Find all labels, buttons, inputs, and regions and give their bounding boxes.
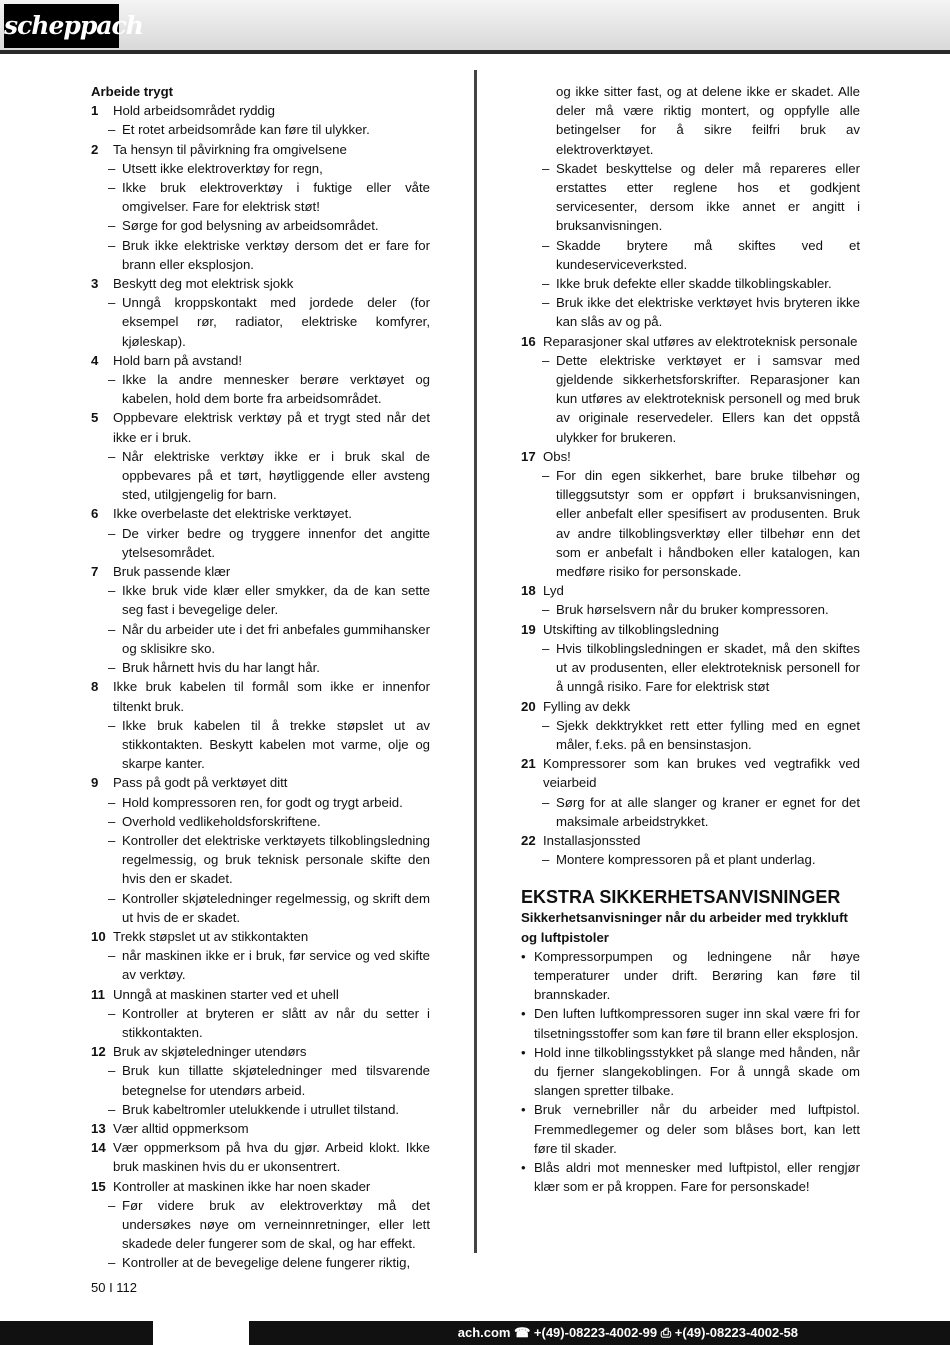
section-subtitle: Sikkerhetsanvisninger når du arbeider med trykkluft og luftpistoler: [521, 910, 848, 945]
page-number: 50 I 112: [91, 1280, 138, 1295]
numbered-item: [521, 447, 860, 466]
item-number: 16: [521, 333, 536, 349]
item-number: 5: [91, 410, 99, 426]
sub-item-text: Dette elektriske verktøyet er i samsvar med gjeldende sikkerhetsforskrifter. Reparasjoner kan kun utføres av elektroteknisk personell og med bruk av originale reservedeler. Ellers kan det oppstå ulykker for brukeren.: [556, 352, 860, 445]
item-number: 2: [91, 141, 99, 157]
sub-item-text: Ikke bruk elektroverktøy i fuktige eller våte omgivelser. Fare for elektrisk støt!: [122, 180, 430, 215]
sub-item: [91, 293, 430, 351]
page-header: [0, 0, 950, 54]
item-number: 9: [91, 775, 99, 791]
footer-white-block: [153, 1321, 249, 1345]
sub-item: [91, 793, 430, 812]
dash-marker: –: [108, 218, 116, 234]
item-text: Pass på godt på verktøyet ditt: [113, 775, 288, 791]
sub-item: [521, 293, 860, 331]
sub-item: [91, 1100, 430, 1119]
numbered-item: [91, 773, 430, 792]
item-text: Obs!: [543, 448, 571, 464]
sub-item: [521, 850, 860, 869]
numbered-item: [91, 351, 430, 370]
sub-item: [91, 812, 430, 831]
bullet-marker: •: [521, 1006, 526, 1022]
sub-item-text: Før videre bruk av elektroverktøy må det undersøkes nøye om verneinnretninger, eller lett skadede deler fungerer som de skal, og har effekt.: [122, 1197, 430, 1252]
item-number: 17: [521, 448, 536, 464]
item-text: Ikke bruk kabelen til formål som ikke er innenfor tiltenkt bruk.: [113, 679, 430, 714]
item-number: 19: [521, 621, 536, 637]
sub-item: [91, 658, 430, 677]
sub-item-text: Unngå kroppskontakt med jordede deler (for eksempel rør, radiator, elektriske komfyrer, kjøleskap).: [122, 295, 430, 349]
item-15-continuation-list: [521, 159, 860, 332]
sub-item: [521, 236, 860, 274]
sub-item-text: Utsett ikke elektroverktøy for regn,: [122, 160, 323, 176]
dash-marker: –: [108, 1101, 116, 1117]
bullet-marker: •: [521, 1159, 526, 1175]
sub-item: [91, 178, 430, 216]
item-text: Fylling av dekk: [543, 698, 631, 714]
sub-item: [91, 159, 430, 178]
sub-item-text: Overhold vedlikeholdsforskriftene.: [122, 813, 321, 829]
sub-item-text: Bruk ikke det elektriske verktøyet hvis bryteren ikke kan slås av og på.: [556, 295, 860, 330]
sub-item-text: Montere kompressoren på et plant underlag.: [556, 852, 816, 868]
dash-marker: –: [108, 832, 116, 848]
dash-marker: –: [108, 1197, 116, 1213]
item-number: 22: [521, 832, 536, 848]
dash-marker: –: [108, 621, 116, 637]
bullet-text: Bruk vernebriller når du arbeider med luftpistol. Fremmedlegemer og deler som blåses bort, kan lett føre til skader.: [534, 1102, 860, 1156]
numbered-item: [91, 140, 430, 159]
footer-contact: ach.com ☎ +(49)-08223-4002-99 ⎙ +(49)-08223-4002-58: [457, 1325, 798, 1340]
dash-marker: –: [542, 237, 550, 253]
sub-item: [91, 216, 430, 235]
sub-item-text: Kontroller at bryteren er slått av når du setter i stikkontakten.: [122, 1005, 430, 1040]
numbered-item: [91, 1138, 430, 1176]
sub-item: [91, 581, 430, 619]
dash-marker: –: [108, 180, 116, 196]
dash-marker: –: [542, 602, 550, 618]
sub-item-text: Et rotet arbeidsområde kan føre til ulykker.: [122, 122, 370, 138]
sub-item: [521, 600, 860, 619]
item-number: 13: [91, 1120, 106, 1136]
numbered-item: [91, 1042, 430, 1061]
item-text: Bruk passende klær: [113, 564, 231, 580]
sub-item: [91, 120, 430, 139]
item-text: Trekk støpslet ut av stikkontakten: [113, 928, 309, 944]
section-title: EKSTRA SIKKERHETSANVISNINGER: [521, 887, 841, 908]
item-text: Beskytt deg mot elektrisk sjokk: [113, 276, 294, 292]
numbered-item: [91, 1177, 430, 1196]
item-number: 18: [521, 583, 536, 599]
sub-item: [521, 466, 860, 581]
item-text: Reparasjoner skal utføres av elektroteknisk personale: [543, 333, 858, 349]
dash-marker: –: [542, 160, 550, 176]
sub-item-text: når maskinen ikke er i bruk, før service og ved skifte av verktøy.: [122, 948, 430, 983]
dash-marker: –: [542, 852, 550, 868]
bullet-marker: •: [521, 948, 526, 964]
dash-marker: –: [108, 948, 116, 964]
dash-marker: –: [108, 813, 116, 829]
dash-marker: –: [542, 640, 550, 656]
sub-item: [91, 524, 430, 562]
dash-marker: –: [542, 717, 550, 733]
bullet-list: [521, 947, 860, 1197]
sub-item: [91, 620, 430, 658]
item-number: 15: [91, 1178, 106, 1194]
sub-item-text: Sjekk dekktrykket rett etter fylling med en egnet måler, f.eks. på en bensinstasjon.: [556, 717, 860, 752]
dash-marker: –: [108, 295, 116, 311]
bullet-item: [521, 1100, 860, 1158]
dash-marker: –: [108, 717, 116, 733]
item-text: Vær alltid oppmerksom: [113, 1120, 249, 1136]
dash-marker: –: [108, 794, 116, 810]
item-text: Utskifting av tilkoblingsledning: [543, 621, 719, 637]
numbered-item: [91, 562, 430, 581]
numbered-item: [91, 408, 430, 446]
sub-item: [91, 1196, 430, 1254]
bullet-text: Blås aldri mot mennesker med luftpistol, eller rengjør klær som er på kroppen. Fare for personskade!: [534, 1159, 860, 1195]
dash-marker: –: [108, 660, 116, 676]
sub-item-text: Ikke bruk vide klær eller smykker, da de kan sette seg fast i bevegelige deler.: [122, 583, 430, 618]
item-text: Kompressorer som kan brukes ved vegtrafikk ved veiarbeid: [543, 756, 860, 791]
item-text: Hold barn på avstand!: [113, 352, 243, 368]
dash-marker: –: [108, 448, 116, 464]
sub-item: [521, 159, 860, 236]
dash-marker: –: [542, 276, 550, 292]
dash-marker: –: [108, 1063, 116, 1079]
numbered-item: [521, 697, 860, 716]
sub-item-text: Skadde brytere må skiftes ved et kundeserviceverksted.: [556, 237, 860, 272]
sub-item-text: Ikke la andre mennesker berøre verktøyet og kabelen, hold dem borte fra arbeidsområdet.: [122, 372, 430, 407]
numbered-item: [521, 581, 860, 600]
dash-marker: –: [108, 122, 116, 138]
right-item-list: [521, 332, 860, 870]
sub-item: [91, 447, 430, 505]
sub-item-text: Sørg for at alle slanger og kraner er egnet for det maksimale arbeidstrykket.: [556, 794, 860, 829]
sub-item: [521, 351, 860, 447]
bullet-item: [521, 1004, 860, 1042]
sub-item: [521, 639, 860, 697]
numbered-item: [91, 1119, 430, 1138]
continuation-text: og ikke sitter fast, og at delene ikke er skadet. Alle deler må være riktig montert, og oppfylle alle betingelser for å sikre feilfri bruk av elektroverktøyet.: [556, 84, 860, 157]
sub-item-text: Hvis tilkoblingsledningen er skadet, må den skiftes ut av produsenten, eller elektroteknisk personell for å unngå risiko. Fare for elektrisk støt: [556, 640, 860, 695]
sub-item-text: Sørge for god belysning av arbeidsområdet.: [122, 218, 379, 234]
numbered-item: [521, 831, 860, 850]
right-column: [521, 82, 860, 1196]
item-number: 7: [91, 564, 99, 580]
numbered-item: [91, 985, 430, 1004]
item-text: Ikke overbelaste det elektriske verktøyet.: [113, 506, 352, 522]
sub-item-text: Når du arbeider ute i det fri anbefales gummihansker og sklisikre sko.: [122, 621, 430, 656]
bullet-text: Den luften luftkompressoren suger inn skal være fri for tilsetningsstoffer som kan føre til brann eller eksplosjon.: [534, 1006, 860, 1041]
item-number: 11: [91, 986, 105, 1002]
dash-marker: –: [542, 468, 550, 484]
sub-item-text: Ikke bruk defekte eller skadde tilkoblingskabler.: [556, 276, 832, 292]
left-item-list: [91, 101, 430, 1272]
item-number: 21: [521, 756, 536, 772]
numbered-item: [91, 504, 430, 523]
item-text: Hold arbeidsområdet ryddig: [113, 103, 275, 119]
numbered-item: [91, 927, 430, 946]
sub-item-text: Ikke bruk kabelen til å trekke støpslet ut av stikkontakten. Beskytt kabelen mot varme, olje og skarpe kanter.: [122, 717, 430, 772]
sub-item: [521, 274, 860, 293]
dash-marker: –: [108, 1255, 116, 1271]
sub-item: [91, 946, 430, 984]
bullet-item: [521, 1158, 860, 1196]
sub-item-text: Når elektriske verktøy ikke er i bruk skal de oppbevares på et tørt, høytliggende eller avsteng sted, utilgjengelig for barn.: [122, 448, 430, 503]
dash-marker: –: [108, 1005, 116, 1021]
sub-item-text: Kontroller at de bevegelige delene fungerer riktig,: [122, 1255, 411, 1271]
bullet-item: [521, 1043, 860, 1101]
sub-item-text: De virker bedre og tryggere innenfor det angitte ytelsesområdet.: [122, 525, 430, 560]
item-text: Lyd: [543, 583, 564, 599]
sub-item: [91, 831, 430, 889]
sub-item-text: Hold kompressoren ren, for godt og trygt arbeid.: [122, 794, 403, 810]
sub-item: [91, 889, 430, 927]
sub-item-text: Skadet beskyttelse og deler må repareres eller erstattes etter reglene hos et godkjent servicesenter, dersom ikke annet er angitt i bruksanvisningen.: [556, 160, 860, 234]
sub-item-text: Bruk hårnett hvis du har langt hår.: [122, 660, 320, 676]
bullet-marker: •: [521, 1102, 526, 1118]
numbered-item: [521, 754, 860, 792]
sub-item: [91, 716, 430, 774]
sub-item: [91, 1061, 430, 1099]
sub-item-text: For din egen sikkerhet, bare bruke tilbehør og tilleggsutstyr som er oppført i bruksanvisningen, eller anbefalt eller spesifisert av produsenten. Bruk av andre tilkoblingsverktøy eller tilbehør enn det som er anbefalt i håndboken eller katalogen, kan medføre risiko for personskade.: [556, 468, 860, 580]
dash-marker: –: [108, 525, 116, 541]
bullet-text: Kompressorpumpen og ledningene når høye temperaturer under drift. Berøring kan føre til brannskader.: [534, 948, 860, 1003]
item-number: 20: [521, 698, 536, 714]
item-text: Oppbevare elektrisk verktøy på et trygt sted når det ikke er i bruk.: [113, 410, 430, 445]
sub-item-text: Bruk kabeltromler utelukkende i utrullet tilstand.: [122, 1101, 400, 1117]
item-number: 12: [91, 1044, 106, 1060]
item-text: Installasjonssted: [543, 832, 641, 848]
sub-item-text: Bruk ikke elektriske verktøy dersom det er fare for brann eller eksplosjon.: [122, 237, 430, 272]
numbered-item: [521, 332, 860, 351]
item-text: Kontroller at maskinen ikke har noen skader: [113, 1178, 371, 1194]
dash-marker: –: [542, 295, 550, 311]
sub-item-text: Kontroller det elektriske verktøyets tilkoblingsledning regelmessig, og bruk teknisk personale skifte den hvis den er skadet.: [122, 832, 430, 887]
dash-marker: –: [108, 890, 116, 906]
item-text: Unngå at maskinen starter ved et uhell: [113, 986, 339, 1002]
scheppach-logo: scheppach: [4, 4, 119, 48]
item-number: 1: [91, 103, 99, 119]
numbered-item: [91, 101, 430, 120]
dash-marker: –: [108, 372, 116, 388]
sub-item: [91, 1004, 430, 1042]
sub-item-text: Bruk kun tillatte skjøteledninger med tilsvarende betegnelse for utendørs arbeid.: [122, 1063, 430, 1098]
left-column: [91, 82, 430, 1273]
item-number: 4: [91, 352, 99, 368]
item-text: Vær oppmerksom på hva du gjør. Arbeid klokt. Ikke bruk maskinen hvis du er ukonsentrert.: [113, 1140, 430, 1175]
column-divider: [474, 70, 477, 1253]
sub-item: [521, 793, 860, 831]
sub-item: [91, 1253, 430, 1272]
dash-marker: –: [108, 583, 116, 599]
sub-item-text: Kontroller skjøteledninger regelmessig, og skrift dem ut hvis de er skadet.: [122, 890, 430, 925]
bullet-marker: •: [521, 1044, 526, 1060]
dash-marker: –: [542, 352, 550, 368]
item-number: 14: [91, 1140, 106, 1156]
bullet-text: Hold inne tilkoblingsstykket på slange med hånden, når du fjerner slangekoblingen. For å unngå skade om slangen spretter tilbake.: [534, 1044, 860, 1099]
dash-marker: –: [108, 237, 116, 253]
numbered-item: [521, 620, 860, 639]
item-number: 3: [91, 276, 99, 292]
bullet-item: [521, 947, 860, 1005]
numbered-item: [91, 274, 430, 293]
item-text: Bruk av skjøteledninger utendørs: [113, 1044, 307, 1060]
sub-item: [521, 716, 860, 754]
item-number: 10: [91, 928, 106, 944]
sub-item-text: Bruk hørselsvern når du bruker kompressoren.: [556, 602, 829, 618]
section-heading: Arbeide trygt: [91, 84, 174, 99]
dash-marker: –: [542, 794, 550, 810]
page-footer: [0, 1321, 950, 1345]
item-number: 8: [91, 679, 99, 695]
dash-marker: –: [108, 160, 116, 176]
sub-item: [91, 370, 430, 408]
item-number: 6: [91, 506, 99, 522]
numbered-item: [91, 677, 430, 715]
sub-item: [91, 236, 430, 274]
item-text: Ta hensyn til påvirkning fra omgivelsene: [113, 141, 347, 157]
